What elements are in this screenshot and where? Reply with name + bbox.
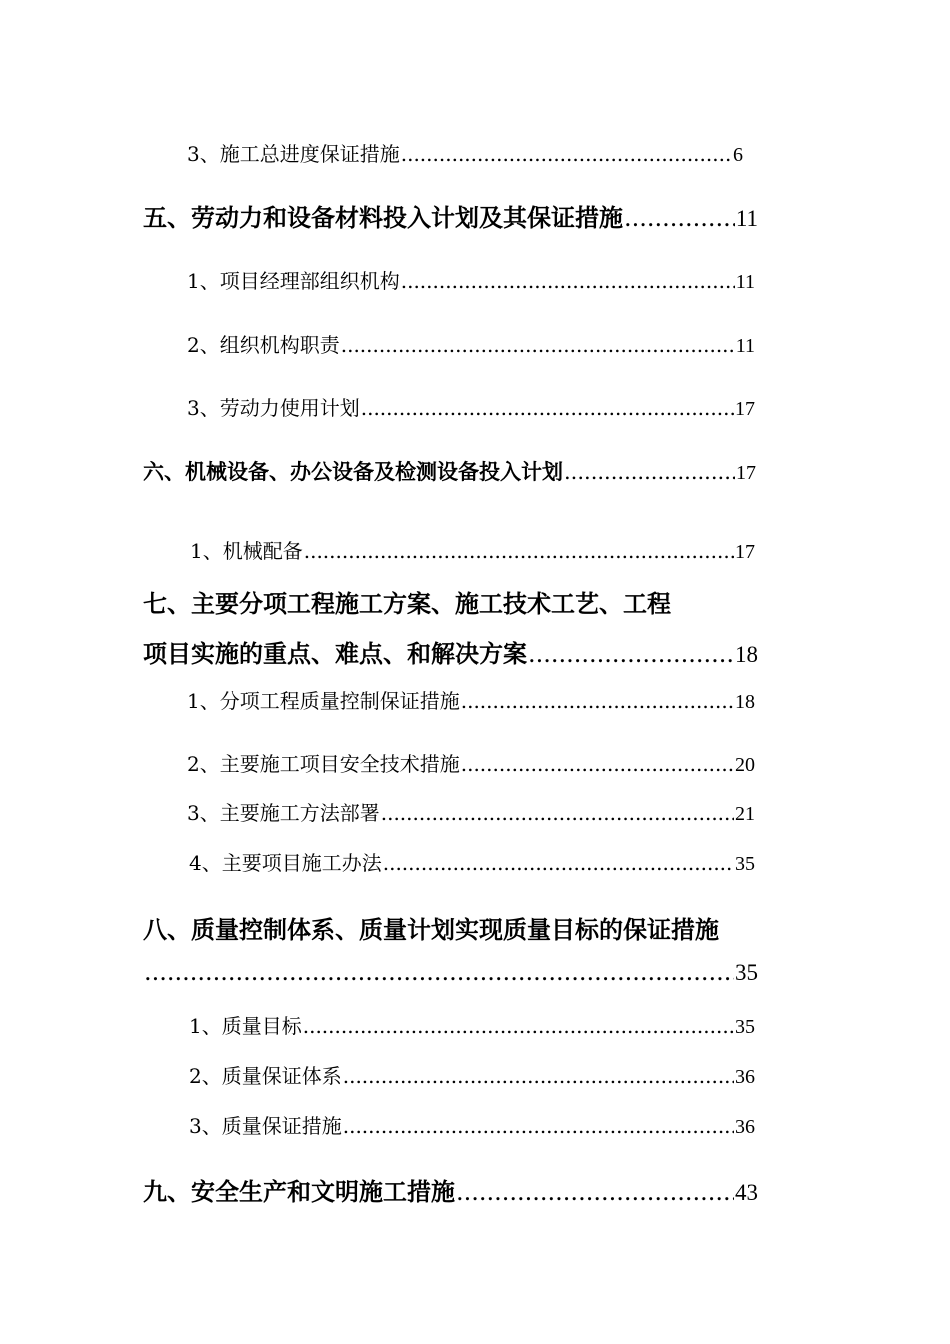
- toc-page-number: 6: [733, 144, 743, 166]
- toc-page-number: 11: [735, 335, 755, 357]
- toc-leader-dots: [461, 752, 734, 776]
- toc-leader-dots: [343, 1064, 734, 1088]
- toc-page-number: 11: [735, 271, 755, 293]
- toc-page-number: 36: [735, 1116, 755, 1138]
- toc-page-number: 18: [735, 642, 758, 667]
- toc-page-number: 17: [736, 462, 756, 484]
- toc-page-number: 11: [735, 206, 758, 231]
- toc-entry-title: 3、质量保证措施: [189, 1114, 342, 1138]
- toc-entry[interactable]: [143, 1172, 758, 1207]
- toc-entry[interactable]: [143, 958, 758, 986]
- toc-page-number: 43: [735, 1180, 758, 1205]
- toc-entry[interactable]: [187, 797, 755, 826]
- toc-entry-title: 五、劳动力和设备材料投入计划及其保证措施: [143, 203, 623, 232]
- toc-leader-dots: [401, 142, 732, 166]
- toc-entry-title: 2、主要施工项目安全技术措施: [187, 752, 460, 776]
- toc-entry[interactable]: [189, 1110, 755, 1139]
- toc-leader-dots: [383, 851, 734, 875]
- toc-entry-title: 九、安全生产和文明施工措施: [143, 1177, 455, 1206]
- toc-entry-title: 2、质量保证体系: [189, 1064, 342, 1088]
- toc-entry-title: 3、施工总进度保证措施: [187, 142, 400, 166]
- toc-entry[interactable]: [189, 1010, 755, 1039]
- toc-entry-title: 六、机械设备、办公设备及检测设备投入计划: [143, 459, 563, 484]
- toc-entry-title-line1[interactable]: 七、主要分项工程施工方案、施工技术工艺、工程: [143, 589, 671, 618]
- toc-page-number: 17: [735, 541, 755, 563]
- toc-entry-title: 3、主要施工方法部署: [187, 801, 380, 825]
- toc-page-number: 35: [735, 960, 758, 985]
- toc-leader-dots: [528, 640, 734, 668]
- toc-entry[interactable]: [143, 634, 758, 669]
- toc-entry-title: 1、项目经理部组织机构: [187, 269, 400, 293]
- toc-leader-dots: [343, 1114, 734, 1138]
- toc-leader-dots: [304, 539, 734, 563]
- toc-entry[interactable]: [143, 198, 758, 233]
- toc-entry-title: 1、机械配备: [190, 539, 303, 563]
- toc-leader-dots: [361, 396, 734, 420]
- toc-entry[interactable]: [190, 535, 755, 564]
- toc-entry[interactable]: [187, 265, 755, 294]
- toc-entry[interactable]: [187, 748, 755, 777]
- toc-page-number: 36: [735, 1066, 755, 1088]
- toc-leader-dots: [341, 333, 735, 357]
- toc-entry[interactable]: [189, 847, 755, 876]
- toc-leader-dots: [303, 1014, 734, 1038]
- toc-leader-dots: [624, 204, 735, 232]
- toc-page-number: 17: [735, 398, 755, 420]
- toc-leader-dots: [144, 958, 734, 986]
- toc-entry[interactable]: [187, 392, 755, 421]
- toc-leader-dots: [564, 460, 735, 484]
- toc-page-number: 20: [735, 754, 755, 776]
- toc-leader-dots: [461, 689, 734, 713]
- toc-entry-title: 项目实施的重点、难点、和解决方案: [143, 639, 527, 668]
- toc-leader-dots: [401, 269, 735, 293]
- toc-entry-title: 3、劳动力使用计划: [187, 396, 360, 420]
- toc-page-number: 35: [735, 853, 755, 875]
- toc-entry[interactable]: [143, 456, 756, 486]
- toc-entry-title: 1、质量目标: [189, 1014, 302, 1038]
- toc-entry[interactable]: [189, 1060, 755, 1089]
- toc-entry[interactable]: [187, 138, 743, 167]
- toc-leader-dots: [456, 1178, 734, 1206]
- toc-entry[interactable]: [187, 685, 755, 714]
- toc-page-number: 18: [735, 691, 755, 713]
- toc-entry[interactable]: [187, 329, 755, 358]
- toc-entry-title-line1[interactable]: 八、质量控制体系、质量计划实现质量目标的保证措施: [143, 915, 719, 944]
- toc-page-number: 21: [735, 803, 755, 825]
- toc-page-number: 35: [735, 1016, 755, 1038]
- toc-entry-title: 4、主要项目施工办法: [189, 851, 382, 875]
- toc-entry-title: 2、组织机构职责: [187, 333, 340, 357]
- toc-leader-dots: [381, 801, 734, 825]
- toc-entry-title: 1、分项工程质量控制保证措施: [187, 689, 460, 713]
